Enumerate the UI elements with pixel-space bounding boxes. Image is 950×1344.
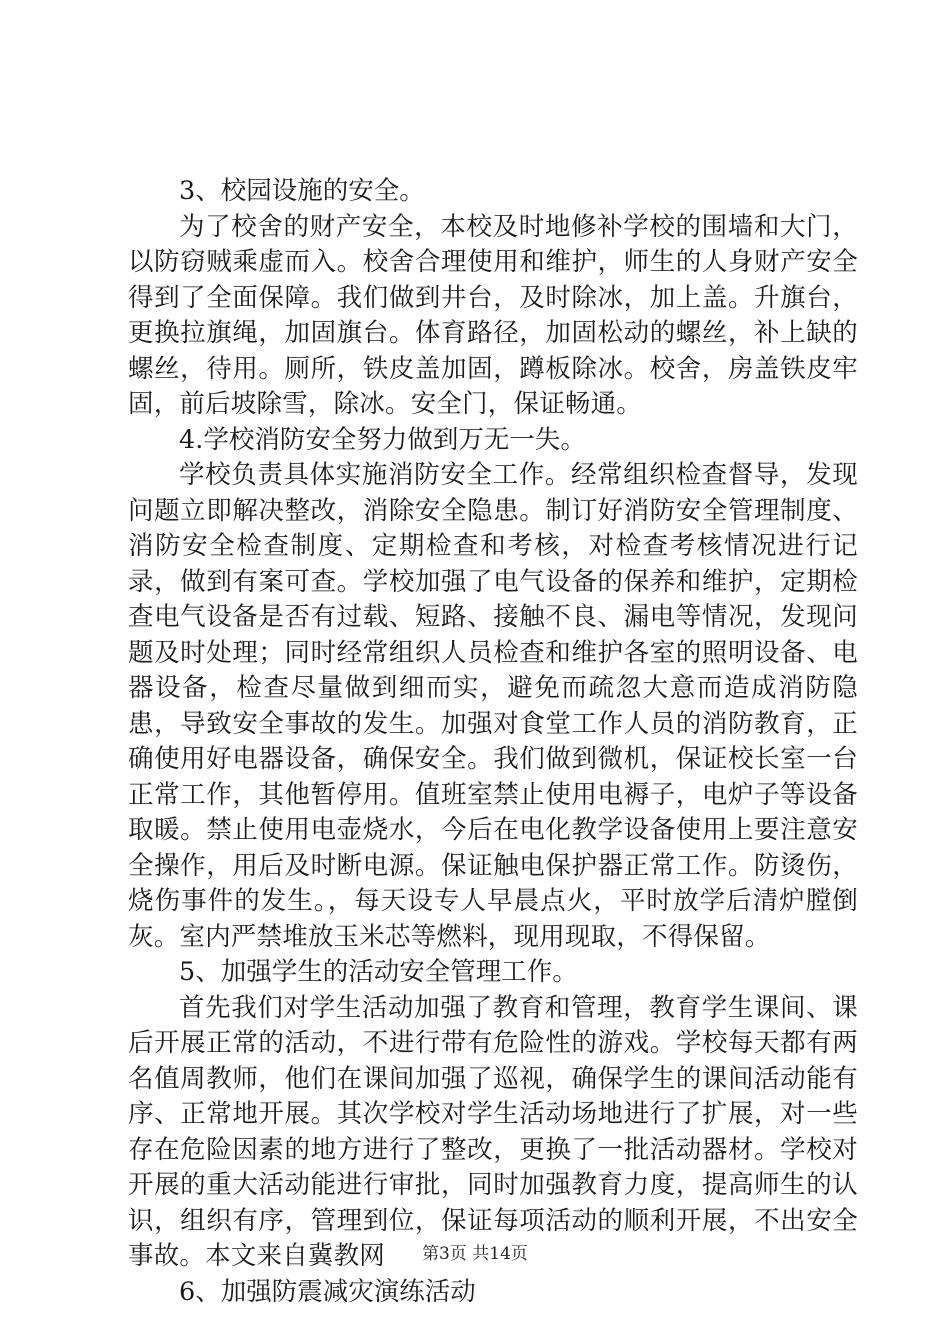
document-body (128, 174, 858, 1310)
section-6-heading: 6、加强防震减灾演练活动 (179, 1276, 476, 1307)
page-number-footer: 第3页 共14页 (422, 1244, 528, 1264)
section-5-heading: 5、加强学生的活动安全管理工作。 (179, 957, 578, 987)
section-3-heading: 3、校园设施的安全。 (179, 176, 425, 206)
section-4-paragraph: 学校负责具体实施消防安全工作。经常组织检查督导，发现问题立即解决整改，消除安全隐患。制订好消防安全管理制度、消防安全检查制度、定期检查和考核，对检查考核情况进行记录，做到有案可查。学校加强了电气设备的保养和维护，定期检查电气设备是否有过载、短路、接触不良、漏电等情况，发现问题及时处理；同时经常组织人员检查和维护各室的照明设备、电器设备，检查尽量做到细而实，避免而疏忽大意而造成消防隐患，导致安全事故的发生。加强对食堂工作人员的消防教育，正确使用好电器设备，确保安全。我们做到微机，保证校长室一台正常工作，其他暂停用。值班室禁止使用电褥子，电炉子等设备取暖。禁止使用电壶烧水，今后在电化教学设备使用上要注意安全操作，用后及时断电源。保证触电保护器正常工作。防烫伤，烧伤事件的发生。，每天设专人早晨点火，平时放学后清炉膛倒灰。室内严禁堆放玉米芯等燃料，现用现取，不得保留。 (128, 460, 858, 952)
section-5-paragraph: 首先我们对学生活动加强了教育和管理，教育学生课间、课后开展正常的活动，不进行带有危险性的游戏。学校每天都有两名值周教师，他们在课间加强了巡视，确保学生的课间活动能有序、正常地开展。其次学校对学生活动场地进行了扩展，对一些存在危险因素的地方进行了整改，更换了一批活动器材。学校对开展的重大活动能进行审批，同时加强教育力度，提高师生的认识，组织有序，管理到位，保证每项活动的顺利开展，不出安全事故。本文来自冀教网 (128, 992, 858, 1271)
section-4-heading: 4.学校消防安全努力做到万无一失。 (179, 424, 586, 455)
section-3-paragraph: 为了校舍的财产安全，本校及时地修补学校的围墙和大门，以防窃贼乘虚而入。校舍合理使用和维护，师生的人身财产安全得到了全面保障。我们做到井台，及时除冰，加上盖。升旗台，更换拉旗绳，加固旗台。体育路径，加固松动的螺丝，补上缺的螺丝，待用。厕所，铁皮盖加固，蹲板除冰。校舍，房盖铁皮牢固，前后坡除雪，除冰。安全门，保证畅通。 (128, 211, 858, 419)
